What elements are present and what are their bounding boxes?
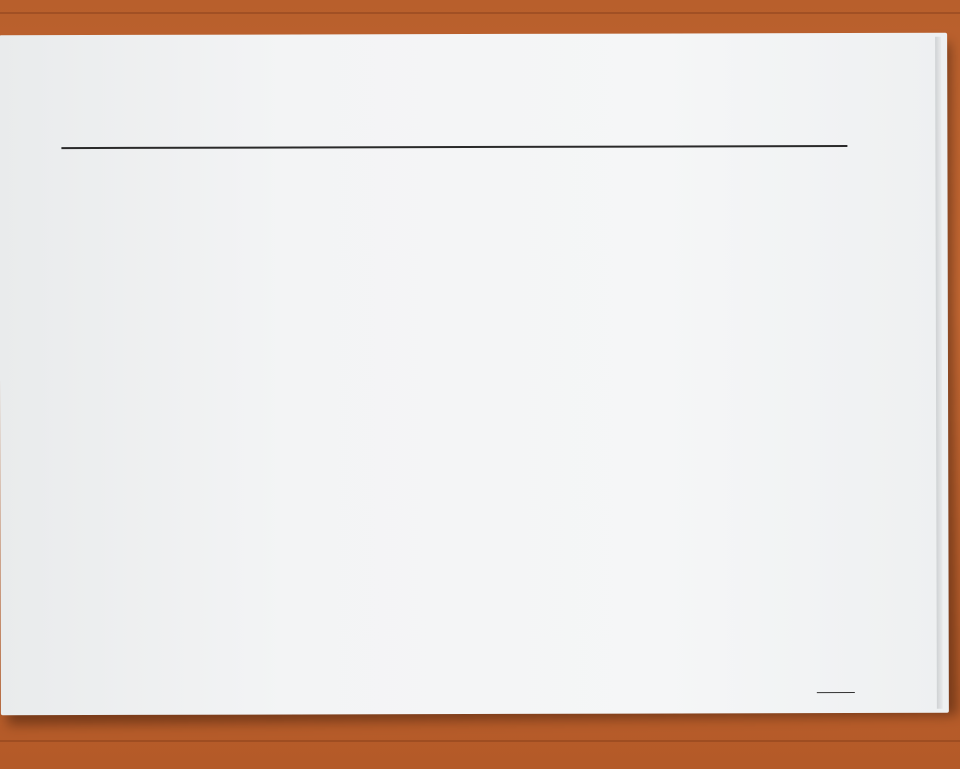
toc-left-column xyxy=(61,170,445,171)
title-rule xyxy=(61,145,847,149)
page-edge xyxy=(935,37,943,709)
book-page xyxy=(0,33,949,715)
wood-grain xyxy=(0,12,960,14)
page-number-rule xyxy=(817,692,855,693)
wood-grain xyxy=(0,740,960,742)
page-title xyxy=(0,97,911,99)
toc-right-column xyxy=(467,169,845,170)
